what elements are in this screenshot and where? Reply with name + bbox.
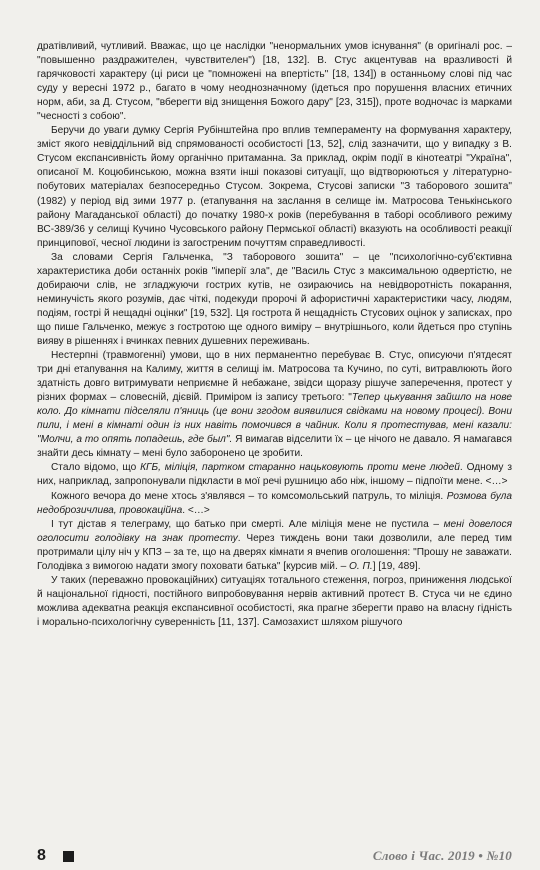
text-run: І тут дістав я телеграму, що батько при смерті. Але міліція мене не пустила – xyxy=(51,518,444,530)
text-run: За словами Сергія Гальченка, "З таборового зошита" – це "психологічно-суб'єктивна характеристика доби останніх років "імперії зла", де "Василь Стус з максимальною одвертістю, не добираючи слів, не згладжуючи гострих кутів, не озираючись на невідворотність покарання, неминучість якого розумів, дає чіткі, подекуди пророчі й афористичні характеристики часу, людям, подіям, гострі й нещадні оцінки" [19, 532]. Ця гострота й нещадність Стусових оцінок у записках, про що пише Гальченко, межує з гостротою ще одного виміру – внутрішнього, коли йдеться про ступінь вияву в рішеннях і вчинках певних душевних переживань. xyxy=(37,251,512,347)
text-run: Я вимагав відселити їх – це нічого не давало. Я намагався знайти десь кімнату – мені було заборонено це зробити. xyxy=(37,434,513,460)
text-run: Стало відомо, що xyxy=(51,462,141,474)
italic-text-run: Тепер цькування зайшло на нове коло. До кімнати підселяли п'яниць (це вони згодом виявилися свідками на новому процесі). Вони пили, і мені в кімнаті один із них навіть помочився в чайник. Коли я протестував, мені казали: "Молчи, а то опять попадешь, где был". xyxy=(37,392,513,446)
text-run: Кожного вечора до мене хтось з'являвся – то комсомольський патруль, то міліція. xyxy=(51,490,447,502)
text-run: У таких (переважно провокаційних) ситуаціях тотального стеження, погроз, приниження людської й національної гідності, постійного випробовування нервів активний протест В. Стуса чи не єдино можлива адекватна реакція експансивної особистості, яка прагне зберегти право на власну гідність і морально-психологічну суверенність [11, 137]. Самозахист шляхом рішучого xyxy=(37,574,512,628)
italic-text-run: КГБ, міліція, партком старанно нацьковують проти мене людей xyxy=(140,462,460,474)
italic-text-run: О. П. xyxy=(349,560,373,572)
paragraph xyxy=(37,251,512,349)
text-run: дратівливий, чутливий. Вважає, що це наслідки "ненормальних умов існування" (в оригіналі рос. – "повышенно раздражителен, чувствителен") [18, 132]. В. Стус акцентував на вразливості й гарячковості характеру (ці риси це "помноженi на впертість" [18, 134]) в останньому слові під час суду у вересні 1972 р., багато в чому неоднозначному (ідеться про порушення власних етичних норм, аби, за Д. Стусом, "вберегти від знищення Божого дару" [23, 315]), проте водночас із марками "чесності з собою". xyxy=(37,41,512,123)
paragraph xyxy=(37,490,512,518)
page-footer xyxy=(37,846,512,866)
text-run: . Одному з них, наприклад, запропонували підкласти в мої речі рушницю або ніж, іншому – підпоїти мене. <…> xyxy=(37,462,512,488)
paragraph xyxy=(37,574,512,630)
text-run: . Через тиждень вони таки дозволили, але перед тим протримали цілу ніч у КПЗ – за те, що на дверях кімнати я вчепив оголошення: "Прошу не заважати. Голодівка з вимогою надати змогу поховати батька" [курсив мій. – xyxy=(37,532,512,572)
paragraph xyxy=(37,40,512,124)
italic-text-run: Розмова була недоброзичлива, провокаційна xyxy=(37,490,512,516)
paragraph xyxy=(37,461,512,489)
text-run: Нестерпні (травмогенні) умови, що в них перманентно перебуває В. Стус, описуючи п'ятдесят три дні етапування на Калиму, життя в селищі ім. Матросова та Кучино, по суті, витравлюють його здатність довго витримувати неприємне й небажане, звідси щоразу рішуче заперечення, протест у різних формах – словесній, дієвій. Приміром із запису третього: " xyxy=(37,350,512,404)
paragraph xyxy=(37,518,512,574)
text-run: Беручи до уваги думку Сергія Рубінштейна про вплив темпераменту на формування характеру, зміст якого невіддільний від спрямованості особистості [13, 52], слід зазначити, що у випадку з В. Стусом експансивність йому органічно притаманна. За приклад, окрім події в кінотеатрі "Україна", описаної М. Коцюбинською, можна взяти інші показові ситуації, що відтворюються у літературно-побутових матеріалах безпосередньо Стусом. Зокрема, Стусові записки "З таборового зошита" (1982) у період від зими 1977 р. (етапування на заслання в селище ім. Матросова Тенькінського району Магаданської області) до початку 1980-х років (перебування в таборі особливого режиму ВС-389/36 у селищі Кучино Чусовського району Пермської області) вказують на особливості реакції принципової, чесної людини із загостреним почуттям справедливості. xyxy=(37,125,512,249)
text-run: ] [19, 489]. xyxy=(372,560,421,572)
paragraph xyxy=(37,124,512,250)
italic-text-run: мені довелося оголосити голодівку на знак протесту xyxy=(37,518,512,544)
paragraph xyxy=(37,349,512,461)
journal-title: Слово і Час. 2019 • №10 xyxy=(372,848,512,863)
article-body xyxy=(37,40,512,630)
footer-square-mark xyxy=(63,851,74,862)
page-number: 8 xyxy=(37,847,46,864)
text-run: . <…> xyxy=(182,504,210,516)
